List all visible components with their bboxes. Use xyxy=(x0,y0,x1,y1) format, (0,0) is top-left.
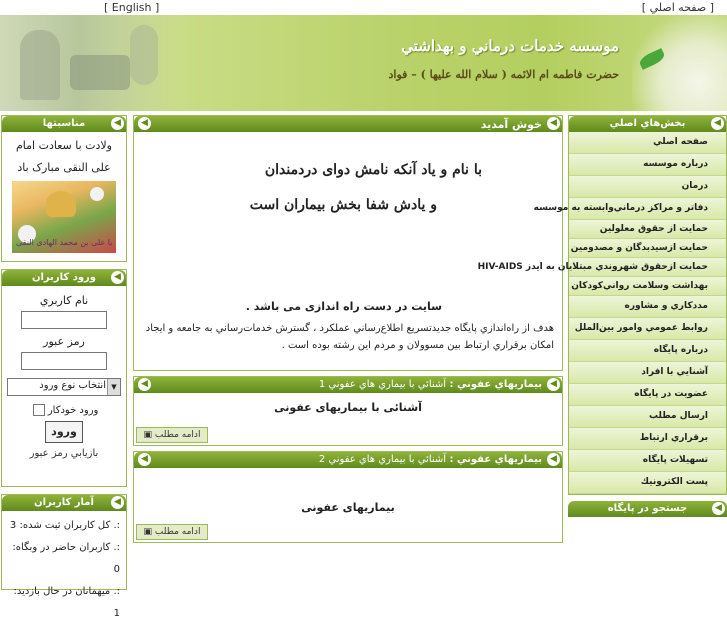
occasions-title: مناسبتها xyxy=(42,118,86,129)
welcome-title: خوش آمديد xyxy=(480,118,542,131)
collapse-arrow-icon[interactable]: ◀ xyxy=(547,117,560,130)
header-photo xyxy=(0,15,175,111)
news-category[interactable]: بيماريهاي عفوني xyxy=(457,379,542,390)
menu-item[interactable]: تسهيلات پايگاه xyxy=(569,450,726,472)
news-title[interactable]: آشنائي با بيماري هاي عفوني 1 xyxy=(318,379,447,390)
home-link[interactable]: [ صفحه اصلي ] xyxy=(641,1,714,14)
occasion-image-caption: یا علی بن محمد الهادی النقی xyxy=(16,238,113,247)
username-input[interactable] xyxy=(21,311,107,329)
login-type-select[interactable] xyxy=(7,378,121,396)
remember-row xyxy=(2,404,126,416)
login-type-value: انتخاب نوع ورود xyxy=(39,380,106,391)
news-headline: بیماریهای عفونی xyxy=(301,501,395,514)
welcome-header xyxy=(134,116,562,132)
stats-header xyxy=(2,495,126,511)
menu-title: بخش‌هاي اصلي xyxy=(609,118,686,129)
login-title: ورود كاربران xyxy=(31,272,97,283)
login-header xyxy=(2,270,126,286)
occasions-box xyxy=(1,115,127,262)
expand-arrow-icon[interactable]: ◀ xyxy=(138,453,151,466)
menu-item[interactable]: صفحه اصلي xyxy=(569,132,726,154)
news-item xyxy=(133,376,563,446)
news-title-line[interactable]: بيماريهاي عفوني : آشنائي با بيماري هاي عفوني 2 xyxy=(318,454,542,465)
stats-box xyxy=(1,494,127,619)
menu-item[interactable]: حمايت از‌حقوق شهروندي مبتلايان به ايدز HIV-AIDS xyxy=(569,258,726,277)
expand-arrow-icon[interactable]: ◀ xyxy=(138,117,151,130)
menu-item[interactable]: برقراري ارتباط xyxy=(569,428,726,450)
login-button[interactable]: ورود xyxy=(45,421,83,443)
occasion-image xyxy=(12,181,116,253)
login-box xyxy=(1,269,127,487)
launch-notice: سایت در دست راه اندازی می باشد . xyxy=(245,300,442,313)
menu-item[interactable]: درباره پايگاه xyxy=(569,340,726,362)
menu-item[interactable]: درباره موسسه xyxy=(569,154,726,176)
site-header xyxy=(0,15,727,111)
center-column xyxy=(133,115,563,543)
occasions-header xyxy=(2,116,126,132)
stats-line: :. كل كاربران ثبت شده: 3 xyxy=(9,520,120,531)
news-title[interactable]: آشنائي با بيماري هاي عفوني 2 xyxy=(318,454,447,465)
remember-checkbox[interactable] xyxy=(33,404,45,416)
site-subtitle: حضرت فاطمه ام الائمه ( سلام الله عليها ) – فواد xyxy=(388,68,619,81)
news-headline: آشنائی با بیماریهای عفونی xyxy=(274,401,422,414)
left-column xyxy=(1,115,127,619)
collapse-arrow-icon[interactable]: ◀ xyxy=(712,502,725,515)
chevron-down-icon: ▼ xyxy=(107,379,120,395)
site-title: موسسه خدمات درماني و بهداشتي xyxy=(401,37,619,55)
remember-label: ورود خودكار xyxy=(47,405,99,416)
menu-item[interactable]: پست الكترونيك xyxy=(569,472,726,494)
menu-item[interactable]: آشنايي با افراد xyxy=(569,362,726,384)
read-more-button[interactable]: ادامه مطلب ▣ xyxy=(136,524,208,540)
username-label: نام كاربري xyxy=(39,294,89,307)
menu-item[interactable]: مددكاري و مشاوره xyxy=(569,296,726,318)
menu-item[interactable]: بهداشت وسلامت رواني‌كودكان xyxy=(569,277,726,296)
collapse-arrow-icon[interactable]: ◀ xyxy=(547,453,560,466)
menu-item[interactable]: ارسال مطلب xyxy=(569,406,726,428)
news-category[interactable]: بيماريهاي عفوني xyxy=(457,454,542,465)
news-header xyxy=(134,377,562,393)
collapse-arrow-icon[interactable]: ◀ xyxy=(111,271,124,284)
english-link[interactable]: [ English ] xyxy=(104,1,160,14)
news-title-line[interactable]: بيماريهاي عفوني : آشنائي با بيماري هاي عفوني 1 xyxy=(318,379,542,390)
read-more-button[interactable]: ادامه مطلب ▣ xyxy=(136,427,208,443)
password-input[interactable] xyxy=(21,352,107,370)
password-label: رمز عبور xyxy=(43,335,85,348)
collapse-arrow-icon[interactable]: ◀ xyxy=(711,117,724,130)
menu-item[interactable]: درمان xyxy=(569,176,726,198)
welcome-box xyxy=(133,115,563,371)
collapse-arrow-icon[interactable]: ◀ xyxy=(111,117,124,130)
occasion-text: ولادت با سعادت امام علی النقی مبارک باد xyxy=(16,139,112,174)
forgot-password-link[interactable]: بازيابي رمز عبور xyxy=(29,448,99,459)
menu-item[interactable]: حمايت از حقوق معلولين xyxy=(569,220,726,239)
stats-line: :. كاربران حاضر در وبگاه: 0 xyxy=(12,542,120,575)
menu-item[interactable]: حمايت از‌سيدبدگان و مصدومين xyxy=(569,239,726,258)
menu-item[interactable]: عضويت در پايگاه xyxy=(569,384,726,406)
poem-line-1: با نام و یاد آنکه نامش دوای دردمندان xyxy=(264,162,482,178)
menu-header xyxy=(569,116,726,132)
stats-line: :. ميهمانان در حال بازديد: 1 xyxy=(13,586,120,619)
search-header xyxy=(568,501,727,517)
poem-line-2: و یادش شفا بخش بیماران است xyxy=(249,197,437,213)
news-item xyxy=(133,451,563,543)
search-title: جستجو در پايگاه xyxy=(607,503,688,514)
collapse-arrow-icon[interactable]: ◀ xyxy=(547,378,560,391)
top-bar xyxy=(0,0,727,15)
news-header xyxy=(134,452,562,468)
expand-arrow-icon[interactable]: ◀ xyxy=(138,378,151,391)
menu-item[interactable]: دفاتر و مراكز درماني‌وابسته به موسسه xyxy=(569,198,726,220)
collapse-arrow-icon[interactable]: ◀ xyxy=(111,496,124,509)
site-description: هدف از راه‌اندازي پايگاه جديدتسريع اطلاع‌رساني عملكرد ، گسترش خدمات‌رساني به جامعه و ايجاد امكان برقراري ارتباط بين مسوولان و مردم اين رشته بوده است . xyxy=(145,323,554,351)
stats-title: آمار كاربران xyxy=(34,497,94,508)
menu-item[interactable]: روابط عمومي وامور بين‌الملل xyxy=(569,318,726,340)
